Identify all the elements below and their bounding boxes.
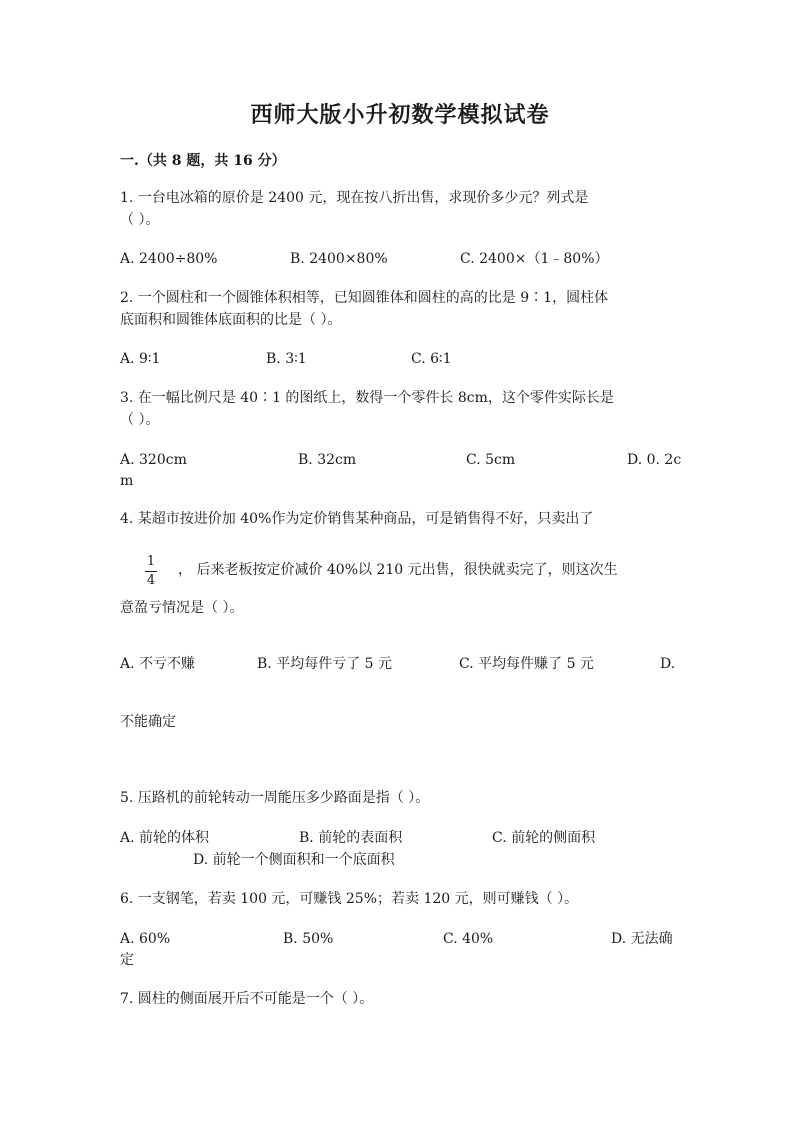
option-c[interactable]: C. 平均每件赚了 5 元 xyxy=(459,656,594,672)
option-b[interactable]: B. 前轮的表面积 xyxy=(299,830,403,846)
option-d[interactable]: D. xyxy=(660,656,676,672)
option-c[interactable]: C. 前轮的侧面积 xyxy=(492,830,596,846)
question-3-text: 3. 在一幅比例尺是 40∶1 的图纸上，数得一个零件长 8cm，这个零件实际长是 xyxy=(120,390,614,406)
option-c[interactable]: C. 2400×（1﹣80%） xyxy=(460,251,609,267)
fraction xyxy=(143,555,159,588)
option-b[interactable]: B. 2400×80% xyxy=(290,251,388,267)
option-d[interactable]: D. 0. 2c xyxy=(627,452,682,468)
question-1-text-cont: （ ）。 xyxy=(120,212,160,228)
option-d-wrap: m xyxy=(120,473,134,489)
question-6-text: 6. 一支钢笔，若卖 100 元，可赚钱 25%；若卖 120 元，则可赚钱（ ）。 xyxy=(120,891,579,907)
option-d[interactable]: D. 前轮一个侧面积和一个底面积 xyxy=(193,852,395,868)
question-4-text-cont: ， 后来老板按定价减价 40%以 210 元出售，很快就卖完了，则这次生 xyxy=(178,562,618,578)
page-title: 西师大版小升初数学模拟试卷 xyxy=(250,102,550,128)
option-c[interactable]: C. 5cm xyxy=(466,452,516,468)
question-1-text: 1. 一台电冰箱的原价是 2400 元，现在按八折出售，求现价多少元？列式是 xyxy=(120,190,589,206)
fraction-bar xyxy=(145,571,157,572)
question-7-text: 7. 圆柱的侧面展开后不可能是一个（ ）。 xyxy=(120,991,374,1007)
question-2-text-cont: 底面积和圆锥体底面积的比是（ ）。 xyxy=(120,312,342,328)
question-3-text-cont: （ ）。 xyxy=(120,412,160,428)
option-a[interactable]: A. 2400÷80% xyxy=(120,251,218,267)
option-d-wrap: 定 xyxy=(120,952,134,968)
option-d[interactable]: D. 无法确 xyxy=(611,931,673,947)
option-a[interactable]: A. 9∶1 xyxy=(120,351,161,367)
option-b[interactable]: B. 50% xyxy=(283,931,334,947)
option-a[interactable]: A. 不亏不赚 xyxy=(120,656,196,672)
option-b[interactable]: B. 平均每件亏了 5 元 xyxy=(257,656,392,672)
option-b[interactable]: B. 32cm xyxy=(298,452,357,468)
option-b[interactable]: B. 3∶1 xyxy=(266,351,307,367)
option-c[interactable]: C. 40% xyxy=(443,931,494,947)
option-d-wrap: 不能确定 xyxy=(120,714,176,730)
fraction-denominator: 4 xyxy=(146,573,156,588)
question-5-text: 5. 压路机的前轮转动一周能压多少路面是指（ ）。 xyxy=(120,790,430,806)
option-a[interactable]: A. 60% xyxy=(120,931,171,947)
section-heading: 一.（共 8 题，共 16 分） xyxy=(120,153,286,169)
option-a[interactable]: A. 320cm xyxy=(120,452,187,468)
question-4-text: 4. 某超市按进价加 40%作为定价销售某种商品，可是销售得不好，只卖出了 xyxy=(120,511,594,527)
option-a[interactable]: A. 前轮的体积 xyxy=(120,830,210,846)
question-2-text: 2. 一个圆柱和一个圆锥体积相等，已知圆锥体和圆柱的高的比是 9∶1，圆柱体 xyxy=(120,290,609,306)
option-c[interactable]: C. 6∶1 xyxy=(411,351,452,367)
fraction-numerator: 1 xyxy=(146,554,156,569)
question-4-text-cont2: 意盈亏情况是（ ）。 xyxy=(120,600,244,616)
